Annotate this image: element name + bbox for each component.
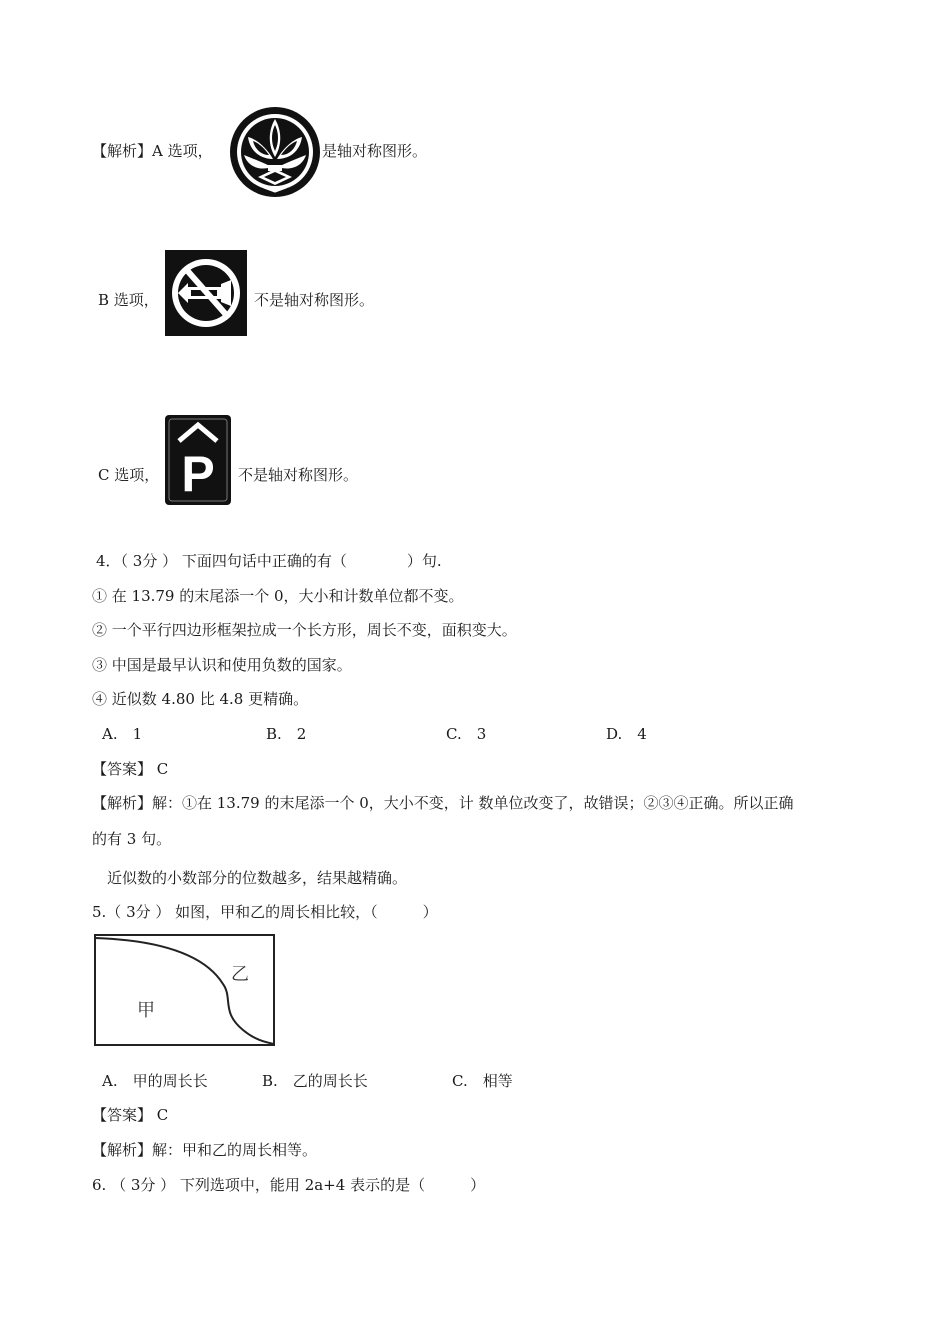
q4-statement-2: ② 一个平行四边形框架拉成一个长方形，周长不变，面积变大。 (92, 621, 517, 639)
q4-option-a: A. 1 (102, 725, 143, 743)
q3-analysis-c-prefix: C 选项， (98, 466, 160, 484)
q5-option-a: A. 甲的周长长 (102, 1072, 208, 1090)
no-horn-sign-image (165, 250, 247, 336)
q6-stem: 6. （ 3分 ） 下列选项中，能用 2a+4 表示的是（ ） (92, 1176, 486, 1194)
q4-option-d: D. 4 (606, 725, 647, 743)
q5-answer: 【答案】 C (92, 1106, 169, 1124)
q5-option-c: C. 相等 (452, 1072, 513, 1090)
parking-letter: P (181, 446, 215, 502)
q3-analysis-c-suffix: 不是轴对称图形。 (238, 466, 359, 484)
q5-label-yi: 乙 (231, 964, 249, 985)
q4-analysis-line-2: 的有 3 句。 (92, 830, 172, 848)
q4-statement-4: ④ 近似数 4.80 比 4.8 更精确。 (92, 690, 309, 708)
q3-analysis-b-suffix: 不是轴对称图形。 (254, 291, 375, 309)
q5-stem: 5.（ 3分 ） 如图，甲和乙的周长相比较，（ ） (92, 903, 438, 921)
q4-statement-3: ③ 中国是最早认识和使用负数的国家。 (92, 656, 352, 674)
q4-option-b: B. 2 (266, 725, 307, 743)
q5-option-b: B. 乙的周长长 (262, 1072, 368, 1090)
q4-analysis-line-1: 【解析】解：①在 13.79 的末尾添一个 0，大小不变，计 数单位改变了，故错误；②③④正确。所以正确 (92, 794, 794, 812)
lotus-emblem-image (228, 105, 322, 199)
q4-option-c: C. 3 (446, 725, 487, 743)
q5-label-jia: 甲 (137, 1000, 155, 1021)
q4-statement-1: ① 在 13.79 的末尾添一个 0，大小和计数单位都不变。 (92, 587, 464, 605)
q3-analysis-a-suffix: 是轴对称图形。 (322, 142, 428, 160)
q5-analysis: 【解析】解：甲和乙的周长相等。 (92, 1141, 318, 1159)
q3-analysis-b-prefix: B 选项， (98, 291, 159, 309)
q5-figure (93, 932, 277, 1048)
q4-stem: 4．（ 3分 ） 下面四句话中正确的有（ ）句. (96, 552, 442, 570)
q4-note: 近似数的小数部分的位数越多，结果越精确。 (107, 869, 408, 887)
q3-analysis-a-prefix: 【解析】A 选项， (92, 142, 213, 160)
q4-answer: 【答案】 C (92, 760, 169, 778)
parking-sign-image (165, 415, 231, 505)
